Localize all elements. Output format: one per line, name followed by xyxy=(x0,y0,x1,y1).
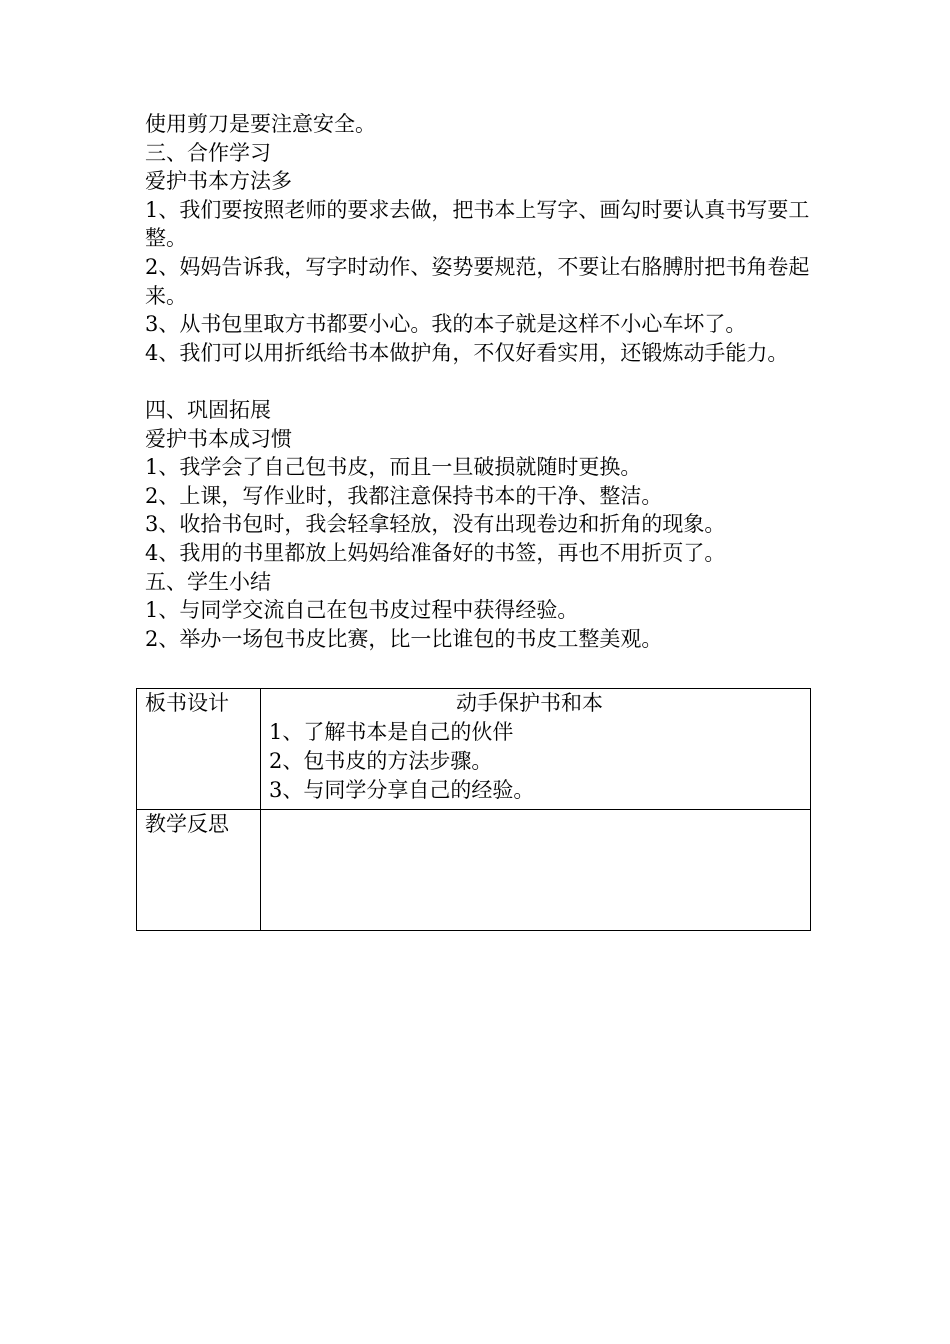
board-design-label: 板书设计 xyxy=(137,689,261,810)
teaching-reflection-row xyxy=(137,810,811,931)
board-item-2: 2、包书皮的方法步骤。 xyxy=(269,749,493,773)
section4-heading: 四、巩固拓展 xyxy=(145,397,271,422)
board-item-1: 1、了解书本是自己的伙伴 xyxy=(269,720,514,744)
board-item-3: 3、与同学分享自己的经验。 xyxy=(269,778,535,802)
section4-item-4: 4、我用的书里都放上妈妈给准备好的书签，再也不用折页了。 xyxy=(145,540,726,565)
teaching-reflection-cell xyxy=(261,810,811,931)
section4-item-1: 1、我学会了自己包书皮，而且一旦破损就随时更换。 xyxy=(145,455,642,480)
section4-subheading: 爱护书本成习惯 xyxy=(145,426,292,451)
paragraph-gap xyxy=(145,367,825,396)
board-design-table xyxy=(136,688,811,931)
lesson-body xyxy=(145,110,825,653)
board-design-cell xyxy=(261,689,811,810)
section3-item-4: 4、我们可以用折纸给书本做护角，不仅好看实用，还锻炼动手能力。 xyxy=(145,340,789,365)
section3-item-3: 3、从书包里取方书都要小心。我的本子就是这样不小心车坏了。 xyxy=(145,312,747,337)
section4-item-2: 2、上课，写作业时，我都注意保持书本的干净、整洁。 xyxy=(145,483,663,508)
board-title: 动手保护书和本 xyxy=(456,691,603,715)
board-design-row xyxy=(137,689,811,810)
intro-line: 使用剪刀是要注意安全。 xyxy=(145,112,376,136)
section5-heading: 五、学生小结 xyxy=(145,569,271,594)
section3-heading: 三、合作学习 xyxy=(145,140,271,165)
section3-item-2: 2、妈妈告诉我，写字时动作、姿势要规范，不要让右胳膊肘把书角卷起来。 xyxy=(145,254,810,308)
section3-item-1: 1、我们要按照老师的要求去做，把书本上写字、画勾时要认真书写要工整。 xyxy=(145,197,810,251)
section3-subheading: 爱护书本方法多 xyxy=(145,169,292,194)
section5-item-1: 1、与同学交流自己在包书皮过程中获得经验。 xyxy=(145,598,579,623)
section5-item-2: 2、举办一场包书皮比赛，比一比谁包的书皮工整美观。 xyxy=(145,626,663,651)
teaching-reflection-label: 教学反思 xyxy=(137,810,261,931)
section4-item-3: 3、收拾书包时，我会轻拿轻放，没有出现卷边和折角的现象。 xyxy=(145,512,726,537)
